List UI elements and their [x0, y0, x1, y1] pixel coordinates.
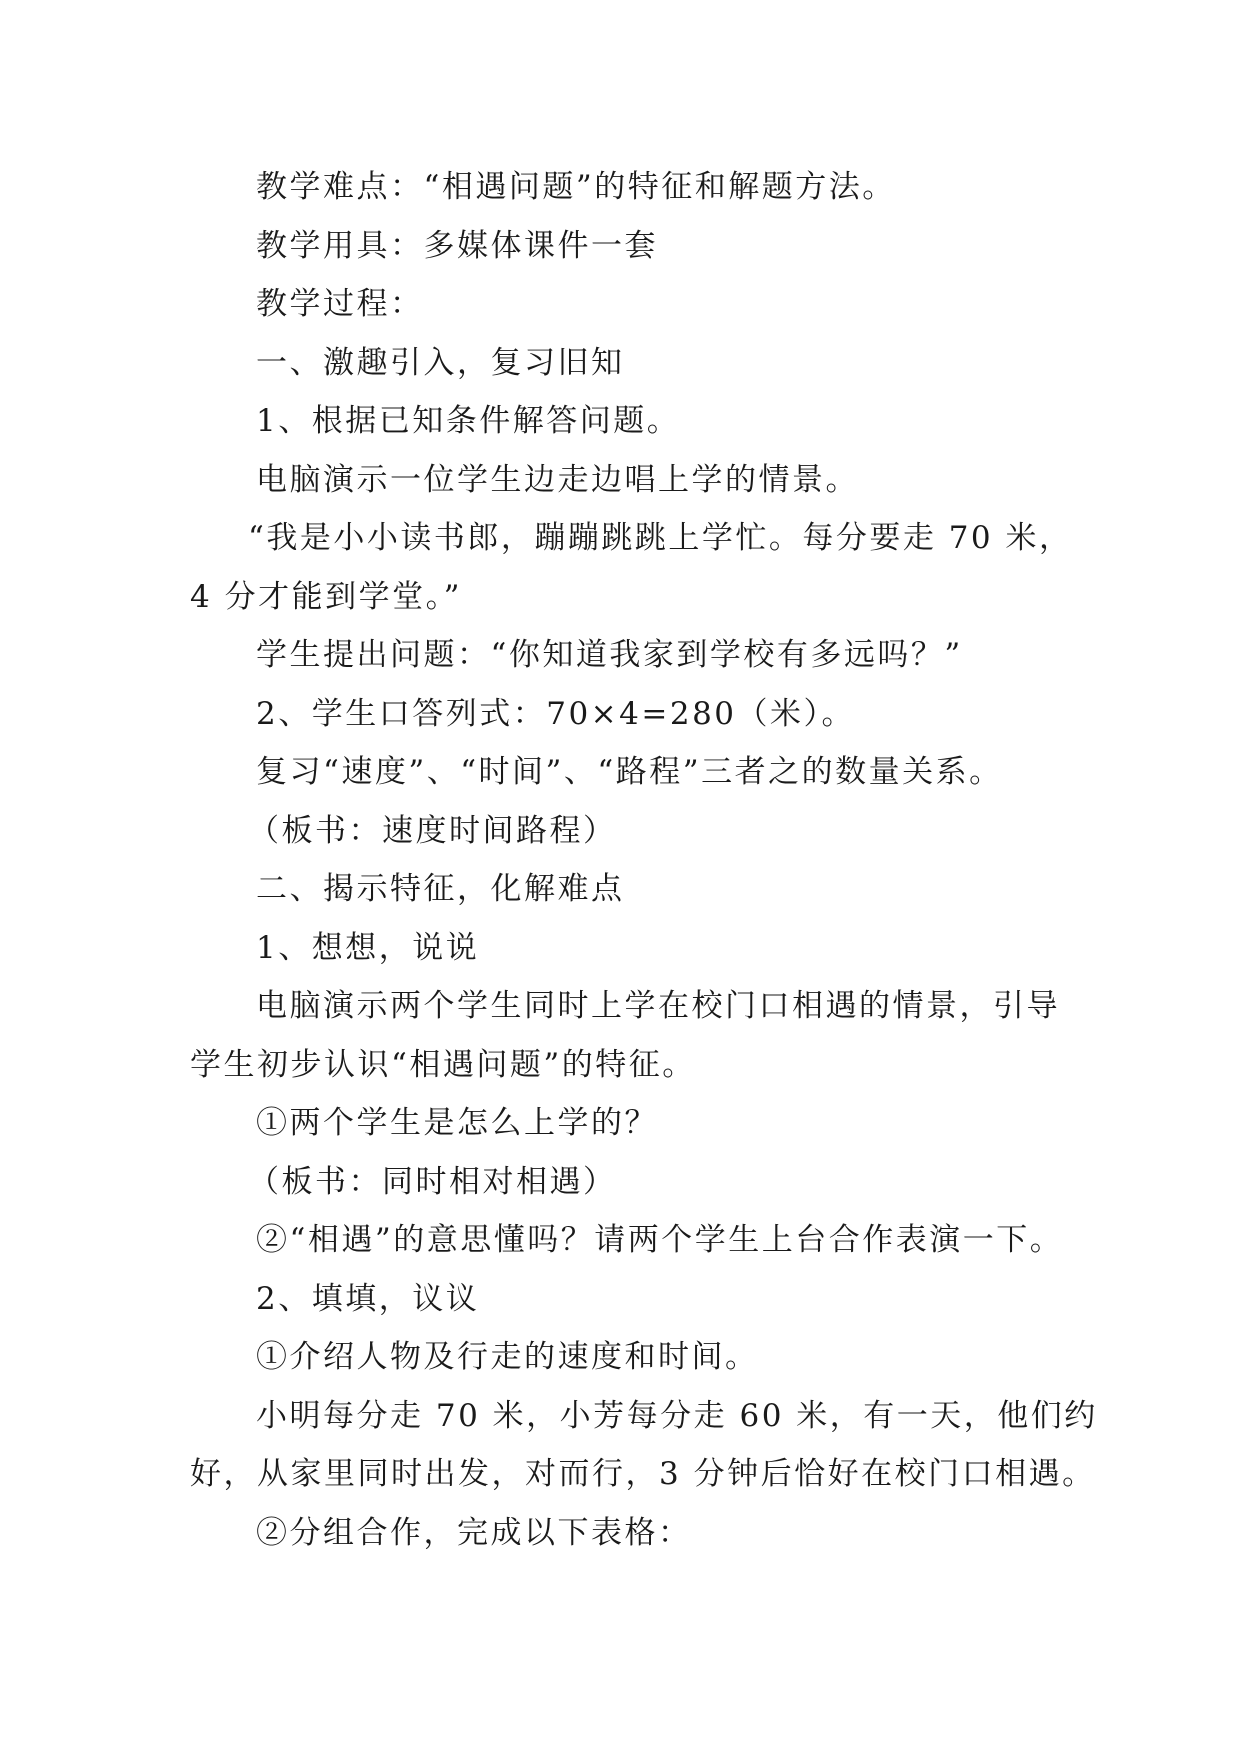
section-one-heading: 一、激趣引入，复习旧知 — [256, 344, 625, 381]
paragraph-line-continued: 好，从家里同时出发，对而行，3 分钟后恰好在校门口相遇。 — [190, 1456, 1096, 1492]
step-1-line: 1、根据已知条件解答问题。 — [256, 403, 681, 439]
paragraph-line: 小明每分走 70 米，小芳每分走 60 米，有一天，他们约 — [256, 1397, 1098, 1434]
step-2-line: 2、学生口答列式：70×4=280（米）。 — [256, 695, 856, 732]
question-1-line: ①两个学生是怎么上学的？ — [256, 1105, 658, 1141]
board-note-line: （板书：同时相对相遇） — [248, 1163, 617, 1200]
teaching-process-heading: 教学过程： — [256, 286, 424, 322]
paragraph-line: 学生提出问题：“你知道我家到学校有多远吗？” — [256, 637, 963, 673]
paragraph-line-continued: 学生初步认识“相遇问题”的特征。 — [190, 1046, 696, 1083]
item-1-line: ①介绍人物及行走的速度和时间。 — [256, 1339, 759, 1375]
step-2-line: 2、填填，议议 — [256, 1280, 480, 1317]
paragraph-line: 复习“速度”、“时间”、“路程”三者之的数量关系。 — [256, 754, 1003, 790]
teaching-tools-line: 教学用具：多媒体课件一套 — [256, 227, 658, 264]
paragraph-line: 电脑演示两个学生同时上学在校门口相遇的情景，引导 — [256, 988, 1060, 1024]
teaching-difficulty-line: 教学难点：“相遇问题”的特征和解题方法。 — [256, 169, 896, 205]
board-note-line: （板书：速度时间路程） — [248, 812, 617, 849]
section-two-heading: 二、揭示特征，化解难点 — [256, 871, 625, 907]
quote-line: “我是小小读书郎，蹦蹦跳跳上学忙。每分要走 70 米， — [248, 520, 1073, 556]
document-body — [190, 158, 1098, 1562]
item-2-line: ②分组合作，完成以下表格： — [256, 1514, 692, 1551]
quote-line-continued: 4 分才能到学堂。” — [190, 578, 462, 615]
step-1-line: 1、想想，说说 — [256, 929, 480, 966]
paragraph-line: 电脑演示一位学生边走边唱上学的情景。 — [256, 461, 859, 498]
question-2-line: ②“相遇”的意思懂吗？请两个学生上台合作表演一下。 — [256, 1222, 1064, 1258]
